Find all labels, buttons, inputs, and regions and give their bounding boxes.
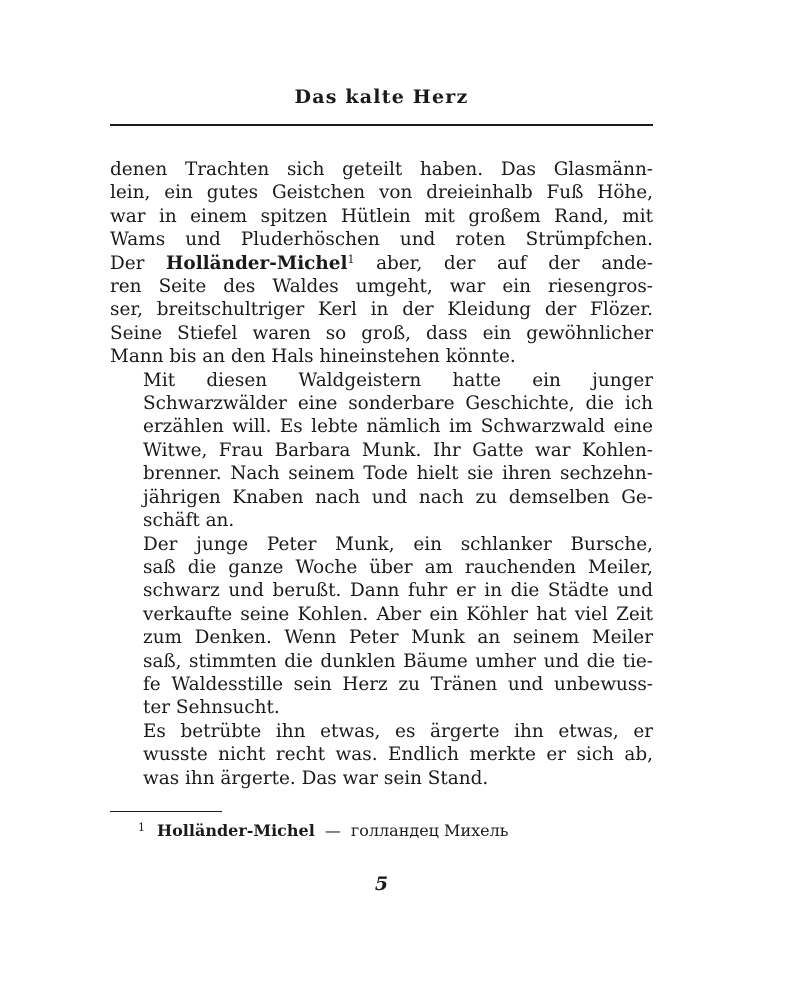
paragraph [110, 720, 653, 790]
footnote-term: Holländer-Michel [157, 821, 315, 840]
footnote [138, 818, 508, 841]
text-line: war in einem spitzen Hütlein mit großem Rand, mit [110, 205, 653, 227]
footnote-rule [110, 811, 222, 812]
text-line: Seine Stiefel waren so groß, dass ein gewöhnlicher [110, 322, 653, 344]
footnote-translation: голландец Михель [350, 821, 509, 840]
paragraph [110, 369, 653, 533]
header-rule [110, 124, 653, 126]
text-line: Mit diesen Waldgeistern hatte ein junger [143, 369, 653, 391]
paragraph [110, 158, 653, 369]
text-line: was ihn ärgerte. Das war sein Stand. [143, 767, 489, 789]
text-line: saß die ganze Woche über am rauchenden Meiler, [143, 556, 653, 578]
text-line: saß, stimmten die dunklen Bäume umher und die tie- [143, 650, 653, 672]
text-line: fe Waldesstille sein Herz zu Tränen und unbewuss- [143, 673, 653, 695]
text-line: denen Trachten sich geteilt haben. Das Glasmänn- [110, 159, 653, 180]
body-text [110, 158, 653, 790]
text-line: lein, ein gutes Geistchen von dreieinhalb Fuß Höhe, [110, 182, 653, 204]
text-line: Mann bis an den Hals hineinstehen könnte. [110, 346, 516, 368]
text-line: ter Sehnsucht. [143, 697, 280, 719]
paragraph [110, 533, 653, 720]
text-line: Witwe, Frau Barbara Munk. Ihr Gatte war Kohlen- [143, 439, 653, 461]
bold-term: Holländer-Michel [166, 252, 348, 274]
text-run: Der [110, 252, 167, 274]
running-head-title: Das kalte Herz [294, 86, 469, 108]
text-line: Schwarzwälder eine sonderbare Geschichte, die ich [143, 393, 653, 415]
text-line: jährigen Knaben nach und nach zu demselben Ge- [143, 486, 653, 508]
text-line: schwarz und berußt. Dann fuhr er in die Städte und [143, 580, 653, 602]
text-line: schäft an. [143, 510, 235, 532]
text-line: Wams und Pluderhöschen und roten Strümpfchen. [110, 229, 653, 251]
page-number: 5 [374, 873, 389, 895]
text-line: Es betrübte ihn etwas, es ärgerte ihn etwas, er [143, 720, 653, 742]
footnote-dash: — [324, 821, 341, 840]
text-line: brenner. Nach seinem Tode hielt sie ihren sechzehn- [143, 463, 653, 485]
text-line: erzählen will. Es lebte nämlich im Schwarzwald eine [143, 416, 653, 438]
text-line: verkaufte seine Kohlen. Aber ein Köhler hat viel Zeit [143, 603, 653, 625]
text-line [110, 252, 653, 275]
text-line: Der junge Peter Munk, ein schlanker Bursche, [143, 533, 653, 555]
text-run: aber, der auf der ande- [354, 252, 653, 274]
text-line: ren Seite des Waldes umgeht, war ein riesengros- [110, 276, 653, 298]
text-line: wusste nicht recht was. Endlich merkte er sich ab, [143, 744, 653, 766]
footnote-number: 1 [138, 821, 145, 834]
text-line: zum Denken. Wenn Peter Munk an seinem Meiler [143, 627, 653, 649]
text-line: ser, breitschultriger Kerl in der Kleidung der Flözer. [110, 299, 653, 321]
footnote-marker: 1 [347, 252, 355, 266]
